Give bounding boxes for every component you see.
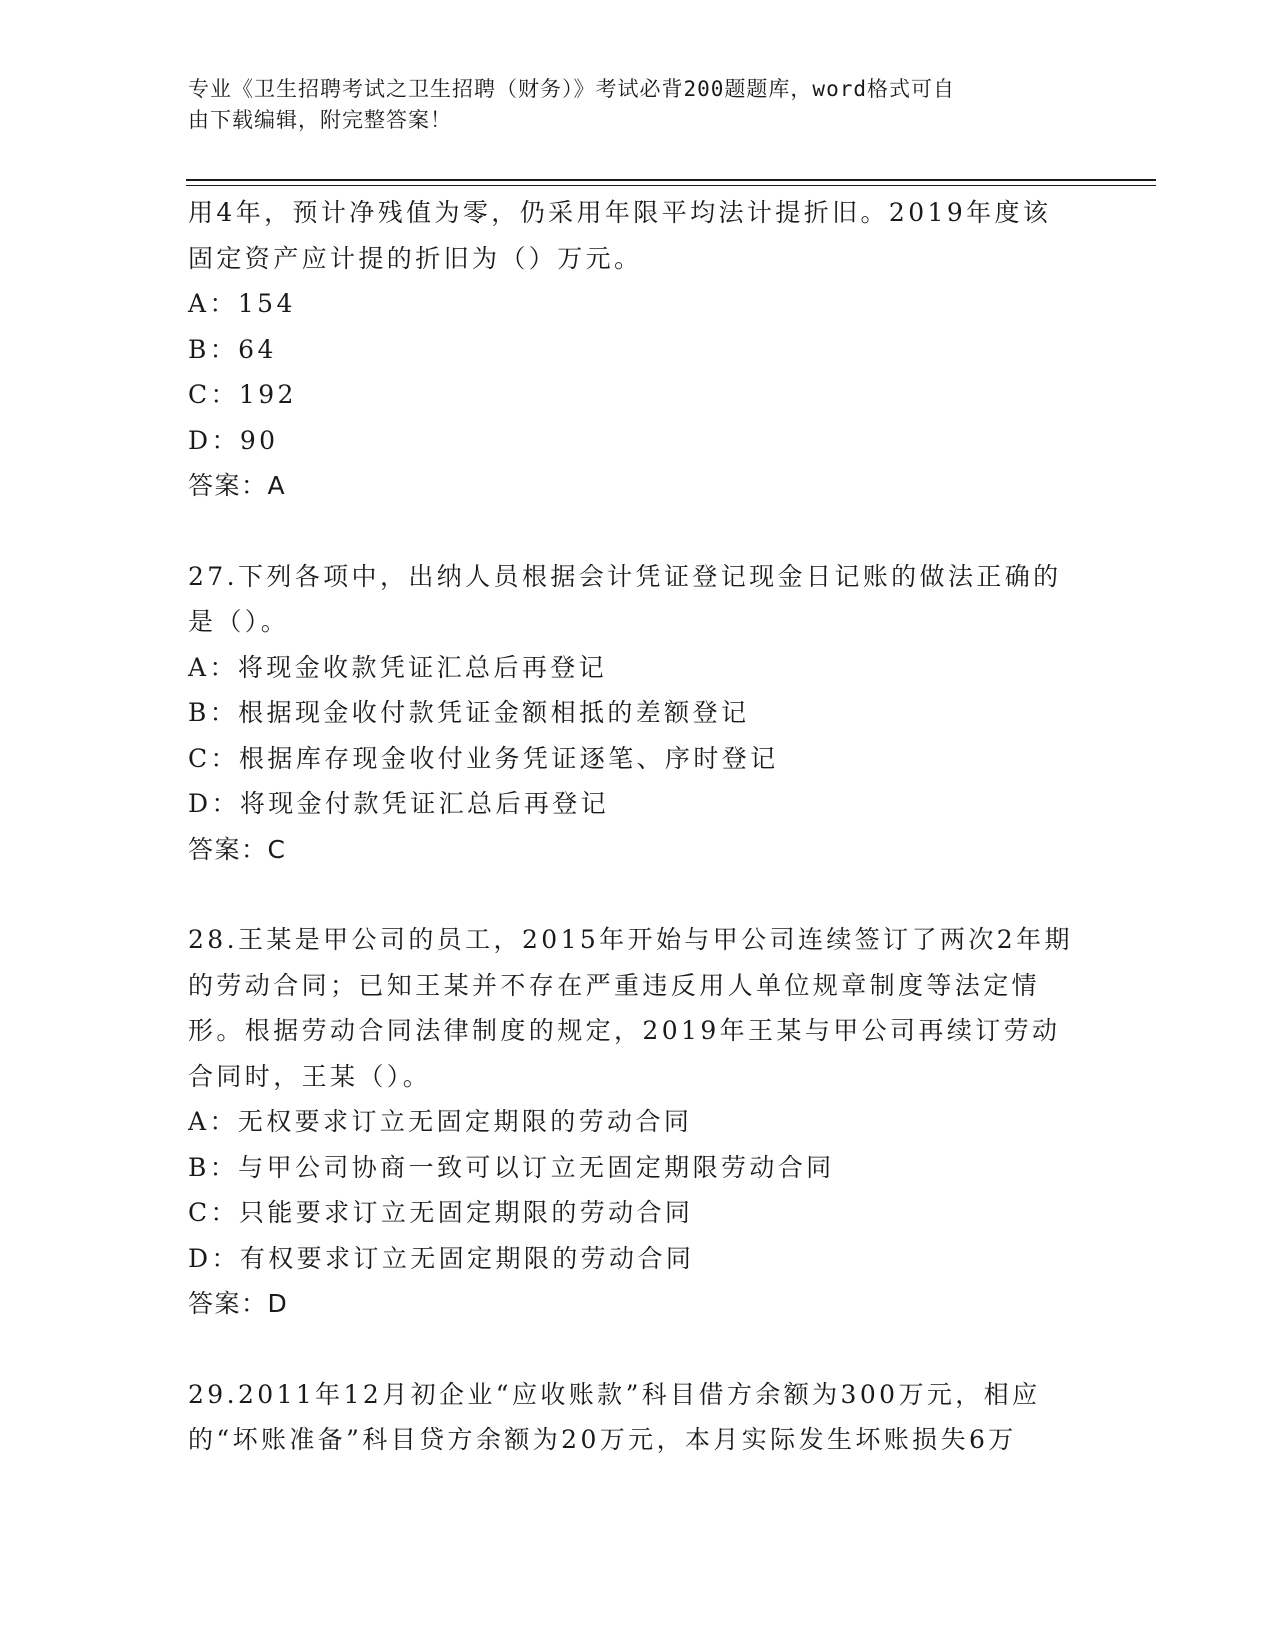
option-d: D：有权要求订立无固定期限的劳动合同 (188, 1243, 695, 1273)
question-28 (188, 917, 1088, 1327)
question-29 (188, 1372, 1088, 1463)
question-text: 合同时，王某（）。 (188, 1061, 432, 1091)
question-gap (188, 509, 1088, 554)
question-text: 固定资产应计提的折旧为（）万元。 (188, 243, 643, 273)
option-b: B：根据现金收付款凭证金额相抵的差额登记 (188, 698, 750, 727)
answer-line: 答案：D (188, 1289, 289, 1318)
question-text: 是（）。 (188, 607, 290, 636)
question-gap (188, 1327, 1088, 1372)
option-b: B：64 (188, 334, 277, 364)
option-a: A：154 (188, 289, 296, 318)
option-c: C：根据库存现金收付业务凭证逐笔、序时登记 (188, 743, 779, 773)
question-gap (188, 872, 1088, 917)
question-content (188, 190, 1088, 1463)
option-d: D：将现金付款凭证汇总后再登记 (188, 789, 610, 818)
header-divider-thin (186, 185, 1156, 186)
option-a: A：无权要求订立无固定期限的劳动合同 (188, 1107, 693, 1136)
question-text: 的劳动合同；已知王某并不存在严重违反用人单位规章制度等法定情 (188, 970, 1041, 1000)
document-header (188, 74, 1068, 136)
option-b: B：与甲公司协商一致可以订立无固定期限劳动合同 (188, 1152, 835, 1182)
header-divider-thick (186, 179, 1156, 181)
option-c: C：只能要求订立无固定期限的劳动合同 (188, 1198, 694, 1227)
answer-line: 答案：C (188, 834, 287, 864)
option-a: A：将现金收款凭证汇总后再登记 (188, 652, 608, 682)
question-text: 27.下列各项中，出纳人员根据会计凭证登记现金日记账的做法正确的 (188, 561, 1062, 591)
option-c: C：192 (188, 380, 297, 409)
question-text: 29.2011年12月初企业“应收账款”科目借方余额为300万元，相应 (188, 1379, 1041, 1409)
option-d: D：90 (188, 425, 279, 455)
question-text: 的“坏账准备”科目贷方余额为20万元，本月实际发生坏账损失6万 (188, 1425, 1017, 1454)
answer-line: 答案：A (188, 471, 287, 500)
header-title-line-1: 专业《卫生招聘考试之卫生招聘（财务）》考试必背200题题库，word格式可自 (188, 77, 955, 101)
question-text: 用4年，预计净残值为零，仍采用年限平均法计提折旧。2019年度该 (188, 198, 1052, 227)
question-text: 28.王某是甲公司的员工，2015年开始与甲公司连续签订了两次2年期 (188, 925, 1073, 954)
question-26 (188, 190, 1088, 509)
question-27 (188, 554, 1088, 873)
header-title-line-2: 由下载编辑，附完整答案！ (188, 108, 452, 132)
question-text: 形。根据劳动合同法律制度的规定，2019年王某与甲公司再续订劳动 (188, 1016, 1061, 1045)
